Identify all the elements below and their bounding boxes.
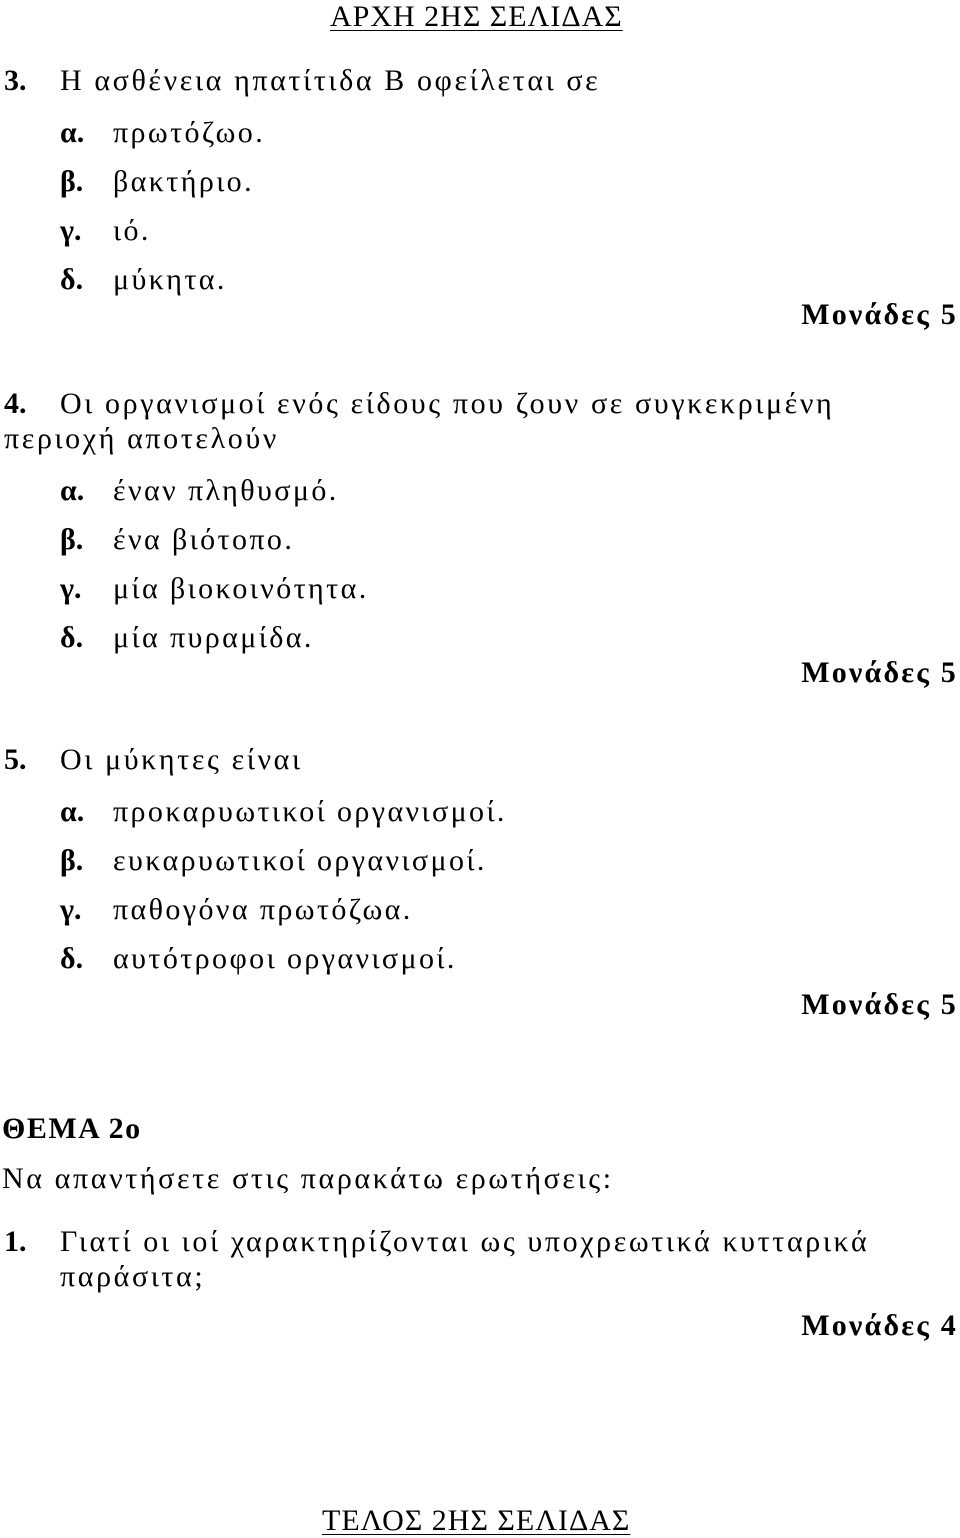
q4-option-a-letter: α. [60,474,85,507]
q5-option-d-letter: δ. [60,942,84,975]
page-footer: ΤΕΛΟΣ 2ΗΣ ΣΕΛΙΔΑΣ [322,1504,631,1537]
theme-2-question-1-marks: Μονάδες 4 [801,1309,958,1342]
q4-option-d-letter: δ. [60,621,84,654]
q3-option-b-letter: β. [60,165,84,198]
q3-option-a-letter: α. [60,116,85,149]
theme-2-title: ΘΕΜΑ 2ο [2,1112,142,1145]
q3-option-c-letter: γ. [60,214,82,247]
q3-option-d-letter: δ. [60,263,84,296]
theme-2-question-1-number: 1. [4,1225,27,1258]
q3-option-a-text: πρωτόζωο. [113,116,266,149]
theme-2-question-1-text-line2: παράσιτα; [60,1260,206,1293]
question-3-text: Η ασθένεια ηπατίτιδα Β οφείλεται σε [60,64,601,97]
q5-option-a-text: προκαρυωτικοί οργανισμοί. [113,795,507,828]
q3-option-d-text: μύκητα. [113,263,227,296]
q4-option-b-letter: β. [60,523,84,556]
q5-marks: Μονάδες 5 [801,988,958,1021]
q5-option-b-text: ευκαρυωτικοί οργανισμοί. [113,844,487,877]
q5-option-d-text: αυτότροφοι οργανισμοί. [113,942,457,975]
question-4-text-line2: περιοχή αποτελούν [4,422,279,455]
q4-option-c-text: μία βιοκοινότητα. [113,572,369,605]
q3-option-b-text: βακτήριο. [113,165,254,198]
page-header: ΑΡΧΗ 2ΗΣ ΣΕΛΙΔΑΣ [330,0,623,33]
q4-option-c-letter: γ. [60,572,82,605]
q5-option-c-letter: γ. [60,893,82,926]
q5-option-c-text: παθογόνα πρωτόζωα. [113,893,413,926]
q5-option-a-letter: α. [60,795,85,828]
question-4-text-line1: Οι οργανισμοί ενός είδους που ζουν σε συγκεκριμένη [60,387,835,420]
q4-option-a-text: έναν πληθυσμό. [113,474,339,507]
question-5-text: Οι μύκητες είναι [60,743,303,776]
q5-option-b-letter: β. [60,844,84,877]
q3-marks: Μονάδες 5 [801,298,958,331]
question-3-number: 3. [4,64,27,97]
q4-marks: Μονάδες 5 [801,656,958,689]
theme-2-question-1-text-line1: Γιατί οι ιοί χαρακτηρίζονται ως υποχρεωτικά κυτταρικά [60,1225,870,1258]
q4-option-d-text: μία πυραμίδα. [113,621,314,654]
q3-option-c-text: ιό. [113,214,151,247]
theme-2-instruction: Να απαντήσετε στις παρακάτω ερωτήσεις: [2,1162,614,1195]
q4-option-b-text: ένα βιότοπο. [113,523,295,556]
question-5-number: 5. [4,743,27,776]
question-4-number: 4. [4,387,27,420]
